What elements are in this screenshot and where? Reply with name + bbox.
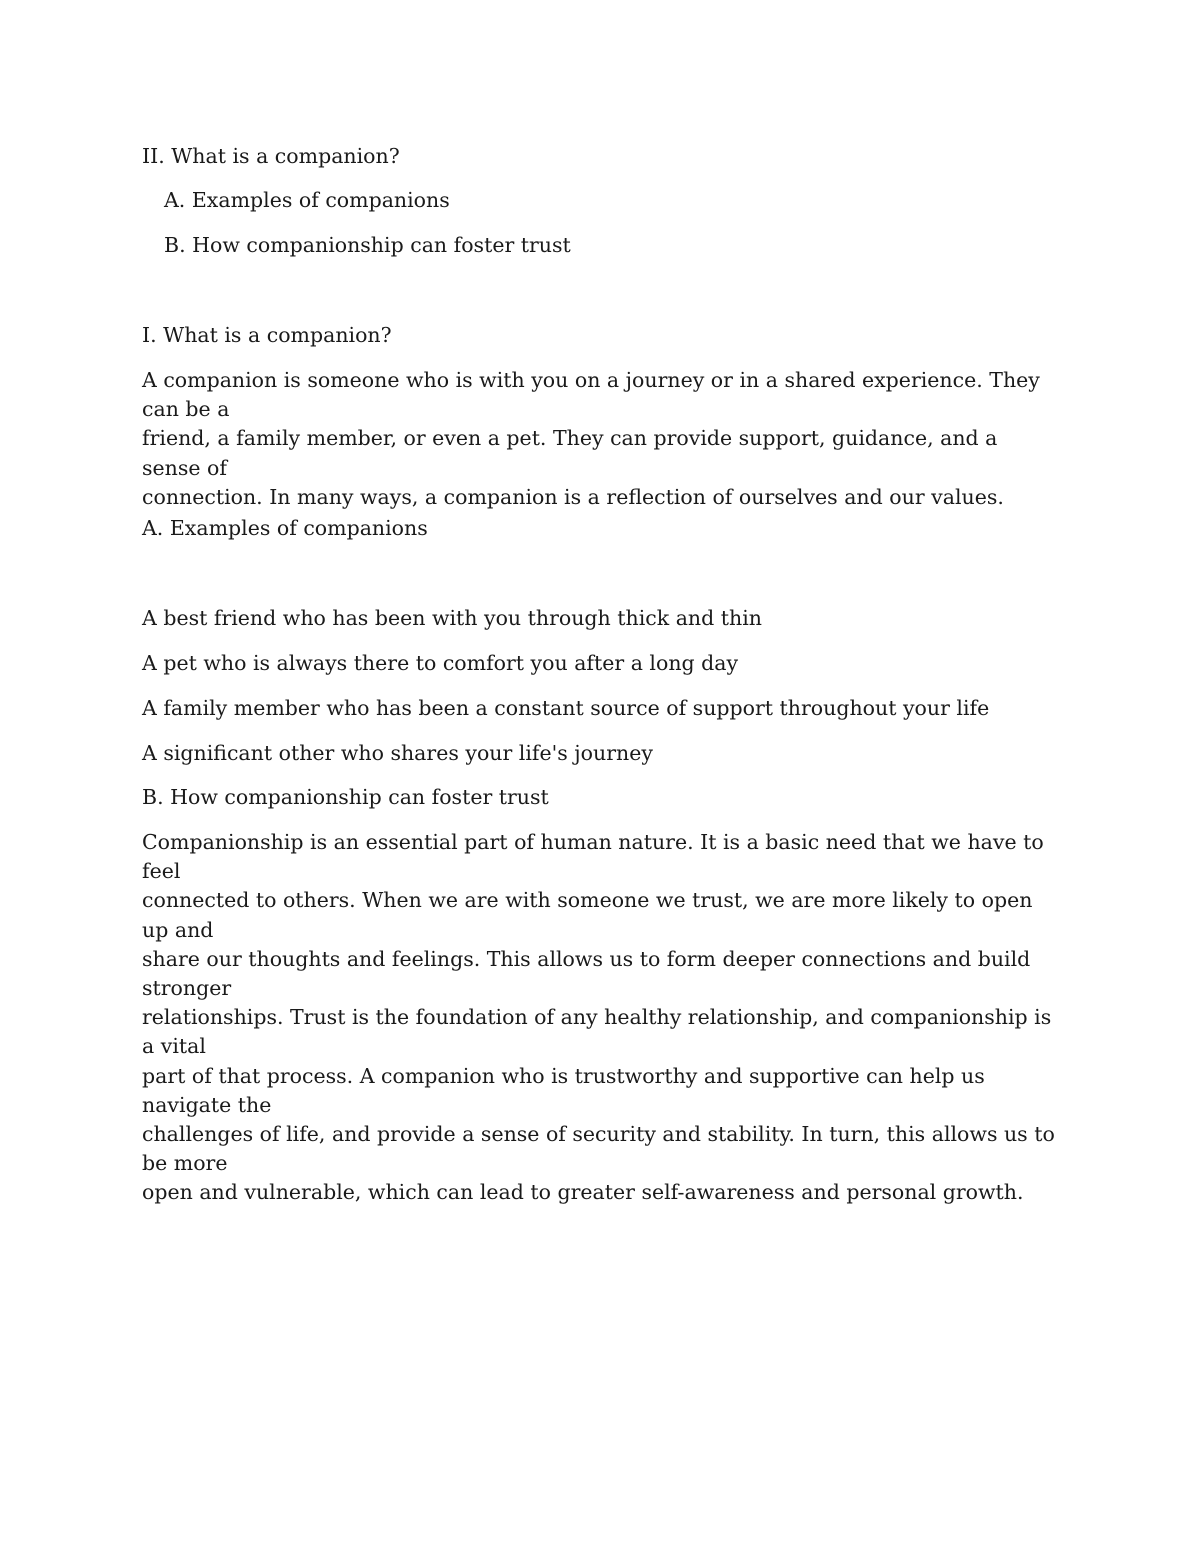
- section-heading: A. Examples of companions: [142, 516, 428, 540]
- example-item: A family member who has been a constant source of support throughout your life: [142, 696, 990, 720]
- outline-item: A. Examples of companions: [164, 188, 450, 212]
- example-item: A best friend who has been with you through thick and thin: [142, 606, 762, 630]
- outline-item: B. How companionship can foster trust: [164, 233, 571, 257]
- outline-heading: II. What is a companion?: [142, 144, 400, 168]
- section-heading: I. What is a companion?: [142, 323, 392, 347]
- body-paragraph: A companion is someone who is with you on a journey or in a shared experience. They can be a friend, a family member, or even a pet. They can provide support, guidance, and a sense of connection. In many ways, a companion is a reflection of ourselves and our values.: [142, 368, 1040, 509]
- example-item: A significant other who shares your life's journey: [142, 741, 653, 765]
- section-heading: B. How companionship can foster trust: [142, 785, 549, 809]
- example-item: A pet who is always there to comfort you after a long day: [142, 651, 739, 675]
- body-paragraph: Companionship is an essential part of human nature. It is a basic need that we have to feel connected to others. When we are with someone we trust, we are more likely to open up and share our thoughts and feelings. This allows us to form deeper connections and build stronger relationships. Trust is the foundation of any healthy relationship, and companionship is a vital part of that process. A companion who is trustworthy and supportive can help us navigate the challenges of life, and provide a sense of security and stability. In turn, this allows us to be more open and vulnerable, which can lead to greater self-awareness and personal growth.: [142, 830, 1055, 1205]
